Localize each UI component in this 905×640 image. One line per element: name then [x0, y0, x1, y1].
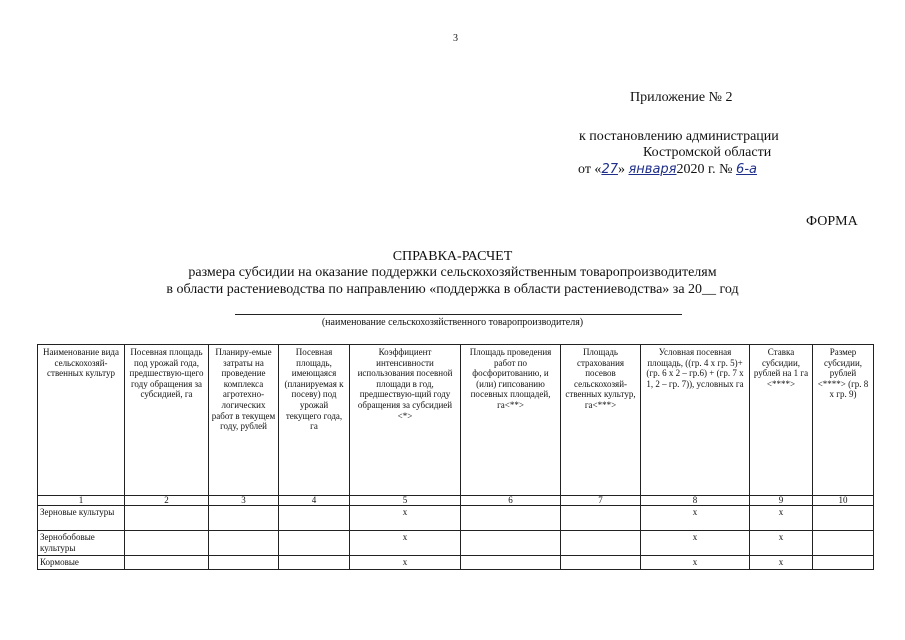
page-number: 3 — [453, 33, 458, 44]
column-number: 8 — [641, 496, 750, 506]
column-number: 9 — [750, 496, 813, 506]
table-cell: x — [350, 556, 461, 570]
column-number: 5 — [350, 496, 461, 506]
header-subsidy-amount: Размер субсидии, рублей <****> (гр. 8 x гр. 9) — [813, 345, 874, 496]
table-cell — [125, 531, 209, 556]
table-cell: x — [641, 531, 750, 556]
table-cell — [561, 506, 641, 531]
table-cell — [813, 506, 874, 531]
crop-name-cell: Кормовые — [38, 556, 125, 570]
date-prefix: от « — [578, 162, 602, 177]
table-cell — [209, 556, 279, 570]
column-number: 1 — [38, 496, 125, 506]
date-year: 2020 г. № — [676, 162, 733, 177]
table-cell — [125, 556, 209, 570]
header-subsidy-rate: Ставка субсидии, рублей на 1 га <****> — [750, 345, 813, 496]
table-cell — [561, 531, 641, 556]
table-header-row — [38, 345, 874, 496]
table-cell — [125, 506, 209, 531]
crop-name-cell: Зерновые культуры — [38, 506, 125, 531]
date-day-handwritten: 27 — [601, 162, 618, 177]
header-current-sown-area: Посевная площадь, имеющаяся (планируемая к посеву) под урожай текущего года, га — [279, 345, 350, 496]
table-cell — [813, 531, 874, 556]
table-cell — [279, 531, 350, 556]
column-number: 10 — [813, 496, 874, 506]
column-number-row — [38, 496, 874, 506]
document-subtitle-2: в области растениеводства по направлению «поддержка в области растениеводства» за 20__ год — [166, 282, 739, 297]
table-cell: x — [350, 506, 461, 531]
table-row — [38, 556, 874, 570]
column-number: 2 — [125, 496, 209, 506]
decree-line-2: Костромской области — [643, 145, 772, 160]
producer-caption: (наименование сельскохозяйственного товаропроизводителя) — [321, 317, 584, 328]
table-cell — [461, 531, 561, 556]
column-number: 4 — [279, 496, 350, 506]
table-cell — [813, 556, 874, 570]
header-intensity-coefficient: Коэффициент интенсивности использования посевной площади в год, предшествую-щий году обращения за субсидией <*> — [350, 345, 461, 496]
date-mid: » — [617, 162, 625, 177]
table-cell: x — [641, 506, 750, 531]
table-cell — [461, 556, 561, 570]
document-subtitle-1: размера субсидии на оказание поддержки сельскохозяйственным товаропроизводителям — [188, 265, 717, 280]
column-number: 7 — [561, 496, 641, 506]
appendix-title: Приложение № 2 — [630, 90, 733, 105]
table-cell — [461, 506, 561, 531]
header-prev-sown-area: Посевная площадь под урожай года, предшествую-щего году обращения за субсидией, га — [125, 345, 209, 496]
table-cell — [209, 506, 279, 531]
crop-name-cell: Зернобобовые культуры — [38, 531, 125, 556]
column-number: 3 — [209, 496, 279, 506]
table-cell — [279, 556, 350, 570]
table-cell: x — [350, 531, 461, 556]
table-row — [38, 531, 874, 556]
column-number: 6 — [461, 496, 561, 506]
header-crop-type: Наименование вида сельскохозяй-ственных культур — [38, 345, 125, 496]
producer-name-line — [235, 314, 682, 315]
header-phosphorite-area: Площадь проведения работ по фосфоритованию, и (или) гипсованию посевных площадей, га<**> — [461, 345, 561, 496]
header-insurance-area: Площадь страхования посевов сельскохозяй-ственных культур, га<***> — [561, 345, 641, 496]
table-cell: x — [750, 506, 813, 531]
table-cell: x — [750, 556, 813, 570]
table-cell: x — [750, 531, 813, 556]
form-label: ФОРМА — [806, 214, 858, 229]
table-cell — [279, 506, 350, 531]
doc-number-handwritten: 6-а — [736, 162, 757, 177]
table-cell — [561, 556, 641, 570]
document-title: СПРАВКА-РАСЧЕТ — [392, 249, 513, 264]
header-conditional-area: Условная посевная площадь, ((гр. 4 x гр. 5)+(гр. 6 x 2 – гр.6) + (гр. 7 x 1, 2 – гр. 7)), условных га — [641, 345, 750, 496]
header-planned-costs: Планиру-емые затраты на проведение комплекса агротехно-логических работ в текущем году, рублей — [209, 345, 279, 496]
subsidy-table — [37, 344, 874, 570]
table-cell — [209, 531, 279, 556]
decree-line-1: к постановлению администрации — [579, 129, 779, 144]
table-row — [38, 506, 874, 531]
decree-date-line — [578, 162, 757, 178]
table-cell: x — [641, 556, 750, 570]
date-month-handwritten: января — [628, 162, 677, 177]
